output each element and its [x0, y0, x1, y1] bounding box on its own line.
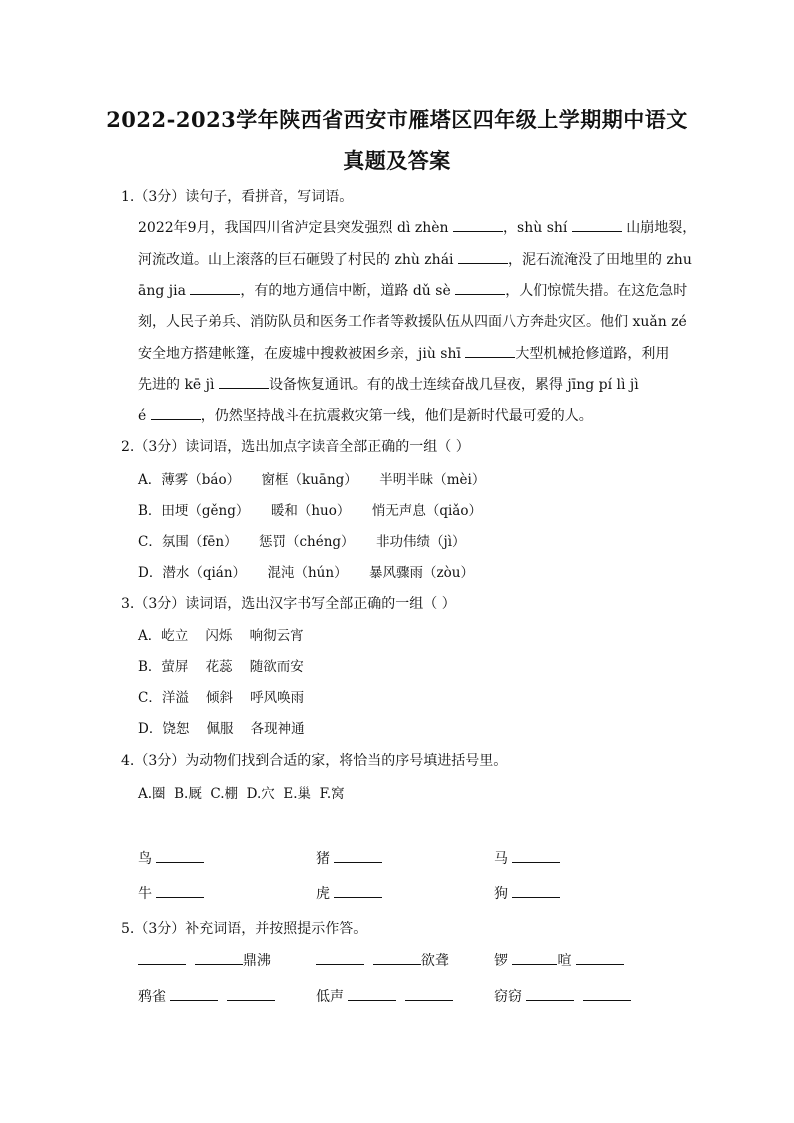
q5-idiom	[316, 986, 453, 1006]
answer-blank[interactable]	[195, 950, 243, 965]
document-title-line1: 2022-2023学年陕西省西安市雁塔区四年级上学期期中语文	[106, 107, 688, 132]
answer-blank[interactable]	[512, 848, 560, 863]
q4-item	[494, 883, 560, 903]
q1-line	[138, 217, 697, 237]
answer-blank[interactable]	[512, 950, 557, 965]
q2-option-c: C．氛围（fēn） 惩罚（chéng） 非功伟绩（jì）	[138, 534, 466, 550]
q5-idiom	[138, 950, 271, 970]
q3-option-b: B．萤屏 花蕊 随欲而安	[138, 659, 304, 675]
q1-text: ，有的地方通信中断，道路 dǔ sè	[240, 283, 456, 299]
q2-option-d: D．潜水（qián） 混沌（hún） 暴风骤雨（zòu）	[138, 565, 474, 581]
answer-blank[interactable]	[334, 848, 382, 863]
q4-item	[316, 883, 382, 903]
q4-item	[138, 848, 204, 868]
answer-blank[interactable]	[405, 986, 453, 1001]
answer-blank[interactable]	[526, 986, 574, 1001]
answer-blank[interactable]	[219, 374, 269, 389]
q1-line	[138, 405, 678, 425]
q3-option-a: A．屹立 闪烁 响彻云宵	[138, 628, 304, 644]
q2-header: 2.（3分）读词语，选出加点字读音全部正确的一组（ ）	[121, 439, 470, 455]
q1-text: 山崩地裂，	[621, 220, 697, 236]
answer-blank[interactable]	[572, 217, 622, 232]
q4-item	[138, 883, 204, 903]
q4-animal: 马	[494, 851, 508, 867]
document-title-line2: 真题及答案	[343, 148, 451, 173]
q4-animal: 牛	[138, 886, 152, 902]
answer-blank[interactable]	[156, 883, 204, 898]
q1-text: ，泥石流淹没了田地里的 zhu	[507, 252, 692, 268]
q5-word: 鼎沸	[242, 953, 271, 969]
q5-word: 窃窃	[494, 989, 522, 1005]
q1-text: é	[138, 408, 151, 424]
q4-animal: 猪	[316, 851, 330, 867]
q1-text: 安全地方搭建帐篷，在废墟中搜救被困乡亲，jiù shī	[138, 346, 466, 362]
q5-idiom	[494, 950, 624, 970]
answer-blank[interactable]	[348, 986, 396, 1001]
answer-blank[interactable]	[576, 950, 624, 965]
q5-word: 喧	[557, 953, 572, 969]
q4-animal: 狗	[494, 886, 508, 902]
answer-blank[interactable]	[334, 883, 382, 898]
q4-animal: 鸟	[138, 851, 152, 867]
answer-blank[interactable]	[138, 950, 186, 965]
q5-idiom	[494, 986, 631, 1006]
answer-blank[interactable]	[170, 986, 218, 1001]
answer-blank[interactable]	[316, 950, 364, 965]
q3-option-d: D．饶恕 佩服 各现神通	[138, 721, 305, 737]
q1-line	[138, 343, 678, 363]
q4-animal: 虎	[316, 886, 330, 902]
q1-text: 先进的 kē jì	[138, 377, 219, 393]
answer-blank[interactable]	[151, 405, 201, 420]
q1-text: ，仍然坚持战斗在抗震救灾第一线，他们是新时代最可爱的人。	[200, 408, 593, 424]
q5-word: 鸦雀	[138, 989, 166, 1005]
q1-line	[138, 280, 688, 300]
q2-option-b: B．田埂（gěng） 暖和（huo） 悄无声息（qiǎo）	[138, 503, 482, 519]
q1-text: 刻，人民子弟兵、消防队员和医务工作者等救援队伍从四面八方奔赴灾区。他们 xuǎn zé	[138, 314, 687, 330]
q1-text: ，人们惊慌失措。在这危急时	[505, 283, 688, 299]
answer-blank[interactable]	[465, 343, 515, 358]
answer-blank[interactable]	[156, 848, 204, 863]
answer-blank[interactable]	[455, 280, 505, 295]
answer-blank[interactable]	[583, 986, 631, 1001]
q1-line	[138, 249, 692, 269]
q1-text: 河流改道。山上滚落的巨石砸毁了村民的 zhù zhái	[138, 252, 458, 268]
answer-blank[interactable]	[227, 986, 275, 1001]
q5-word: 低声	[316, 989, 344, 1005]
q1-text: āng jia	[138, 283, 191, 299]
q1-text: 设备恢复通讯。有的战士连续奋战几昼夜，累得 jīng pí lì jì	[268, 377, 639, 393]
q1-text: 大型机械抢修道路，利用	[515, 346, 670, 362]
q4-choices: A.圈 B.厩 C.棚 D.穴 E.巢 F.窝	[138, 786, 345, 802]
q1-text: ，shù shí	[503, 220, 572, 236]
q1-header: 1.（3分）读句子，看拼音，写词语。	[121, 189, 354, 205]
answer-blank[interactable]	[373, 950, 421, 965]
q3-option-c: C．洋溢 倾斜 呼风唤雨	[138, 690, 305, 706]
q5-idiom	[316, 950, 449, 970]
q1-text: 2022年9月，我国四川省泸定县突发强烈 dì zhèn	[138, 220, 454, 236]
q5-word: 欲聋	[420, 953, 449, 969]
q1-line	[138, 374, 678, 394]
q5-idiom	[138, 986, 275, 1006]
q2-option-a: A．薄雾（báo） 窗框（kuāng） 半明半昧（mèi）	[138, 472, 486, 488]
q5-header: 5.（3分）补充词语，并按照提示作答。	[121, 921, 368, 937]
q4-item	[316, 848, 382, 868]
q1-line	[138, 311, 687, 331]
q4-item	[494, 848, 560, 868]
q4-header: 4.（3分）为动物们找到合适的家，将恰当的序号填进括号里。	[121, 753, 508, 769]
answer-blank[interactable]	[190, 280, 240, 295]
answer-blank[interactable]	[458, 249, 508, 264]
q3-header: 3.（3分）读词语，选出汉字书写全部正确的一组（ ）	[121, 596, 456, 612]
q5-word: 锣	[494, 953, 508, 969]
answer-blank[interactable]	[512, 883, 560, 898]
answer-blank[interactable]	[453, 217, 503, 232]
